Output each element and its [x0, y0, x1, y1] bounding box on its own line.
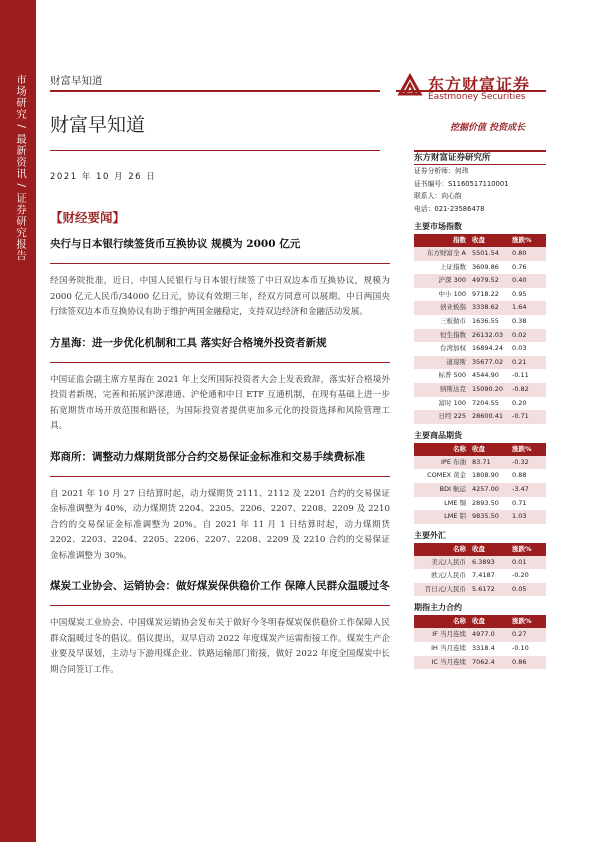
- row-change: 0.76: [512, 262, 527, 271]
- table-row: [414, 369, 546, 383]
- row-name: 富时 100: [438, 398, 466, 407]
- row-change: 0.27: [512, 630, 527, 639]
- slogan: 挖掘价值 投资成长: [450, 123, 526, 133]
- logo-mark-icon: [396, 72, 424, 100]
- row-name: 创业板指: [440, 303, 466, 312]
- table-header: 名称 收盘 涨跌%: [414, 443, 546, 456]
- row-change: -0.11: [512, 371, 529, 380]
- analyst-name: 何玮: [454, 167, 469, 175]
- row-close: 83.71: [472, 457, 491, 466]
- row-name: 标普 500: [438, 371, 466, 380]
- row-change: -0.32: [512, 457, 529, 466]
- table-row: [414, 397, 546, 411]
- article-headline: 煤炭工业协会、运销协会：做好煤炭保供稳价工作 保障人民群众温暖过冬: [50, 580, 390, 592]
- analyst-line: [414, 165, 546, 178]
- table-row: [414, 656, 546, 670]
- title-rule: [50, 150, 380, 151]
- row-close: 26132.03: [472, 330, 504, 339]
- row-name: 欧元/人民币: [431, 571, 466, 580]
- table-row: [414, 383, 546, 397]
- row-name: 纳斯达克: [440, 384, 466, 393]
- table-row: [414, 247, 546, 261]
- article-body: 中国煤炭工业协会、中国煤炭运销协会发布关于做好今冬明春煤炭保供稳价工作保障人民群众温暖过冬的倡议。倡议提出，双早启动 2022 年度煤炭产运需衔接工作。煤炭生产企业要及早谋划，主动与下游用煤企业、铁路运输部门衔接，做好 2022 年度全国煤炭中长期合同签订工作。: [50, 618, 390, 675]
- table-row: [414, 569, 546, 583]
- row-change: 0.01: [512, 557, 527, 566]
- brand-logo: [396, 70, 546, 110]
- institute-name: 东方财富证券研究所: [414, 150, 546, 165]
- logo-en: Eastmoney Securities: [428, 92, 526, 102]
- info-sidebar: [414, 150, 546, 669]
- row-close: 4979.52: [472, 276, 499, 285]
- row-name: IC 当月连续: [431, 657, 466, 666]
- row-close: 7204.55: [472, 398, 499, 407]
- row-change: 0.02: [512, 330, 527, 339]
- table-row: [414, 274, 546, 288]
- row-change: -3.47: [512, 484, 529, 493]
- contact-label: 联系人：: [414, 192, 442, 200]
- row-change: -0.20: [512, 571, 529, 580]
- row-change: 0.71: [512, 498, 527, 507]
- row-name: IH 当月连续: [431, 644, 466, 653]
- header-label: 财富早知道: [50, 75, 103, 87]
- contact-name: 向心韵: [441, 192, 462, 200]
- table-header: 指数 收盘 涨跌%: [414, 234, 546, 247]
- row-change: -0.82: [512, 384, 529, 393]
- news-column: [50, 208, 390, 678]
- row-change: 0.86: [512, 657, 527, 666]
- table-header: 名称 收盘 涨跌%: [414, 543, 546, 556]
- futures-table: [414, 628, 546, 669]
- row-name: 台湾加权: [440, 344, 466, 353]
- row-close: 3338.62: [472, 303, 499, 312]
- cert-number: S1160517110001: [447, 179, 509, 188]
- row-close: 5501.54: [472, 249, 499, 257]
- row-close: 9835.50: [472, 512, 499, 521]
- article-body: 自 2021 年 10 月 27 日结算时起，动力煤期货 2111、2112 及 2201 合约的交易保证金标准调整为 40%，动力煤期货 2204、2205、2206、2207、2208、2209 及 2210 合约的交易保证金标准调整为 20%。自 2021 年 11 月 1 日结算时起，动力煤期货 2202、2203、2204、2205、2206、2207、2208、2209 及 2210 合约的交易保证金标准调整为 30%。: [50, 488, 390, 561]
- row-name: 道琼斯: [446, 357, 466, 366]
- row-close: 3609.86: [472, 262, 499, 271]
- row-name: IPE 布油: [440, 457, 466, 466]
- row-close: 4257.00: [472, 484, 499, 493]
- row-close: 7062.4: [472, 657, 495, 666]
- row-change: -0.10: [512, 644, 529, 653]
- article-body: 经国务院批准，近日，中国人民银行与日本银行续签了中日双边本币互换协议，规模为 2000 亿元人民币/34000 亿日元，协议有效期三年，经双方同意可以展期。中日两国央行续签双边本币互换协议有助于维护两国金融稳定，支持双边经济和金融活动发展。: [50, 276, 390, 317]
- analyst-label: 证券分析师：: [414, 167, 455, 175]
- header-rule: [50, 90, 380, 92]
- contact-line: [414, 190, 546, 203]
- row-close: 9718.22: [472, 289, 499, 298]
- row-name: 日经 225: [438, 412, 466, 421]
- table-row: [414, 356, 546, 370]
- phone-label: 电话：: [414, 204, 435, 213]
- section-tag: 【财经要闻】: [50, 210, 126, 225]
- row-close: 1808.90: [472, 471, 499, 480]
- table-row: [414, 261, 546, 275]
- row-change: 0.38: [512, 316, 527, 325]
- row-close: 7.4187: [472, 571, 495, 580]
- page-title: 财富早知道: [50, 114, 146, 136]
- table-row: [414, 556, 546, 570]
- table-row: [414, 456, 546, 470]
- article-headline: 方星海：进一步优化机制和工具 落实好合格境外投资者新规: [50, 336, 327, 349]
- row-change: -0.71: [512, 412, 529, 421]
- fx-table: [414, 556, 546, 597]
- row-close: 4977.0: [472, 630, 495, 639]
- table-row: [414, 469, 546, 483]
- article-headline: 郑商所：调整动力煤期货部分合约交易保证金标准和交易手续费标准: [50, 450, 365, 463]
- table-row: [414, 329, 546, 343]
- row-close: 4544.90: [472, 371, 499, 380]
- row-change: 0.95: [512, 289, 527, 298]
- cert-line: [414, 178, 546, 191]
- table-row: [414, 301, 546, 315]
- row-name: 中小 100: [438, 289, 466, 298]
- row-close: 2893.50: [472, 498, 499, 507]
- row-change: 0.03: [512, 344, 527, 353]
- article-body: 中国证监会副主席方星海在 2021 年上交所国际投资者大会上发表致辞，落实好合格境外投资者新规，完善和拓展沪深港通、沪伦通和中日 ETF 互通机制，在现有基础上进一步拓宽期货市场开放范围和路径，为国际投资者提供更加多元化的投资选择和风险管理工具。: [50, 374, 390, 431]
- logo-cn: 东方财富证券: [428, 75, 531, 94]
- commodities-table: [414, 456, 546, 524]
- phone-number: 021-23586478: [434, 204, 485, 213]
- report-date: 2021 年 10 月 26 日: [50, 172, 157, 182]
- row-name: LME 铜: [444, 498, 466, 507]
- side-bar-text: 市场研究 / 最新资讯 / 证券研究报告: [15, 74, 27, 262]
- row-name: IF 当月连续: [432, 630, 466, 639]
- row-change: 0.80: [512, 249, 527, 257]
- row-name: 上证指数: [440, 262, 466, 271]
- row-change: 0.05: [512, 584, 527, 593]
- row-change: 0.88: [512, 471, 527, 480]
- futures-title: 期指主力合约: [414, 603, 462, 613]
- row-change: 1.64: [512, 303, 527, 312]
- article-headline: 央行与日本银行续签货币互换协议 规模为 2000 亿元: [50, 238, 301, 250]
- row-change: 0.21: [512, 357, 527, 366]
- table-row: [414, 288, 546, 302]
- row-name: 三板做市: [440, 316, 466, 325]
- row-close: 15090.20: [472, 384, 504, 393]
- side-bar: [0, 0, 36, 842]
- row-name: 东方财富全 A: [426, 249, 466, 257]
- indices-title: 主要市场指数: [414, 222, 462, 231]
- table-header: 名称 收盘 涨跌%: [414, 615, 546, 628]
- row-close: 6.3893: [472, 557, 495, 566]
- table-row: [414, 483, 546, 497]
- row-name: 沪深 300: [438, 276, 466, 285]
- table-row: [414, 497, 546, 511]
- row-close: 16894.24: [472, 344, 504, 353]
- row-name: COMEX 黄金: [427, 471, 466, 480]
- phone-line: [414, 203, 546, 216]
- row-name: LME 铝: [444, 512, 466, 521]
- row-close: 3318.4: [472, 644, 495, 653]
- table-row: [414, 642, 546, 656]
- indices-table: [414, 247, 546, 424]
- row-change: 0.20: [512, 398, 527, 407]
- row-change: 0.40: [512, 276, 527, 285]
- row-close: 35677.02: [472, 357, 504, 366]
- row-name: 百日元/人民币: [424, 584, 466, 593]
- table-row: [414, 342, 546, 356]
- row-name: BDI 航运: [439, 484, 466, 493]
- row-close: 5.6172: [472, 584, 495, 593]
- row-name: 美元/人民币: [431, 557, 466, 566]
- table-row: [414, 410, 546, 424]
- table-row: [414, 315, 546, 329]
- commodities-title: 主要商品期货: [414, 430, 462, 440]
- table-row: [414, 510, 546, 524]
- row-close: 1636.55: [472, 316, 499, 325]
- cert-label: 证书编号：: [414, 179, 448, 188]
- fx-title: 主要外汇: [414, 530, 446, 540]
- row-change: 1.03: [512, 512, 527, 521]
- table-row: [414, 583, 546, 597]
- table-row: [414, 628, 546, 642]
- row-close: 28600.41: [472, 412, 504, 421]
- row-name: 恒生指数: [440, 330, 466, 339]
